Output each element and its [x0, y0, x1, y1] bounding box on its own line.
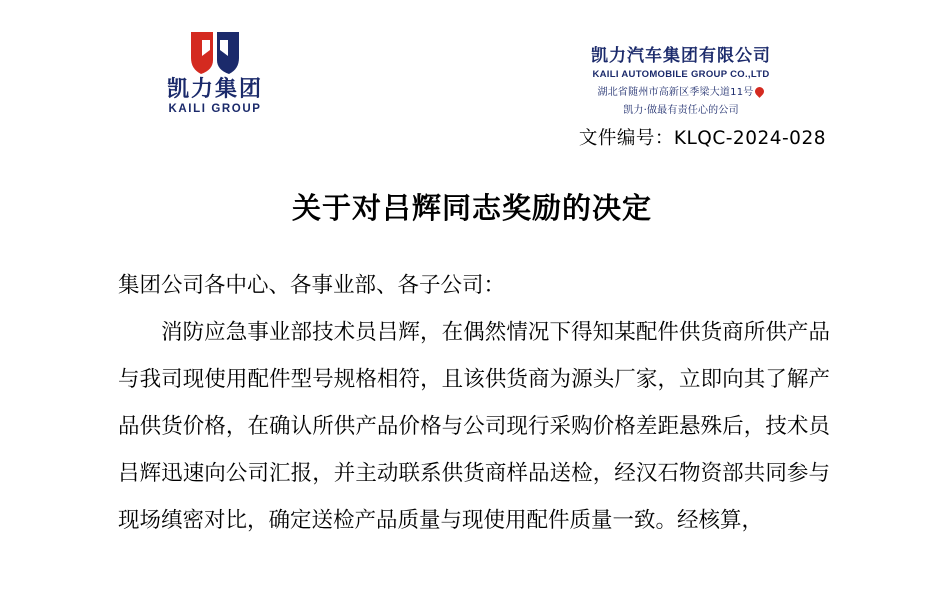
- document-number-value: KLQC-2024-028: [673, 128, 826, 149]
- body-paragraph-1: 消防应急事业部技术员吕辉，在偶然情况下得知某配件供货商所供产品与我司现使用配件型号规格相符，且该供货商为源头厂家，立即向其了解产品供货价格，在确认所供产品价格与公司现行采购价格差距悬殊后，技术员吕辉迅速向公司汇报，并主动联系供货商样品送检，经汉石物资部共同参与现场缜密对比，确定送检产品质量与现使用配件质量一致。经核算，: [118, 320, 830, 533]
- company-logo: [120, 30, 310, 115]
- company-en-name: KAILI AUTOMOBILE GROUP CO.,LTD: [592, 69, 770, 81]
- company-address: [536, 83, 826, 98]
- company-cn-name: 凯力汽车集团有限公司: [591, 46, 771, 66]
- company-info: [536, 46, 826, 116]
- page-title: 关于对吕辉同志奖励的决定: [291, 191, 652, 225]
- salutation: 集团公司各中心、各事业部、各子公司：: [118, 273, 506, 298]
- logo-en-name: KAILI GROUP: [168, 103, 262, 116]
- location-pin-icon: [754, 85, 767, 98]
- document-number-label: 文件编号：: [578, 128, 674, 149]
- company-slogan: 凯力·做最有责任心的公司: [623, 105, 739, 117]
- document-body: [118, 262, 830, 544]
- company-address-text: 湖北省随州市高新区季梁大道11号: [597, 87, 754, 99]
- document-number: [579, 124, 826, 150]
- kaili-shield-logo-icon: [187, 30, 243, 76]
- logo-cn-name: 凯力集团: [166, 77, 263, 102]
- letterhead: [0, 0, 944, 118]
